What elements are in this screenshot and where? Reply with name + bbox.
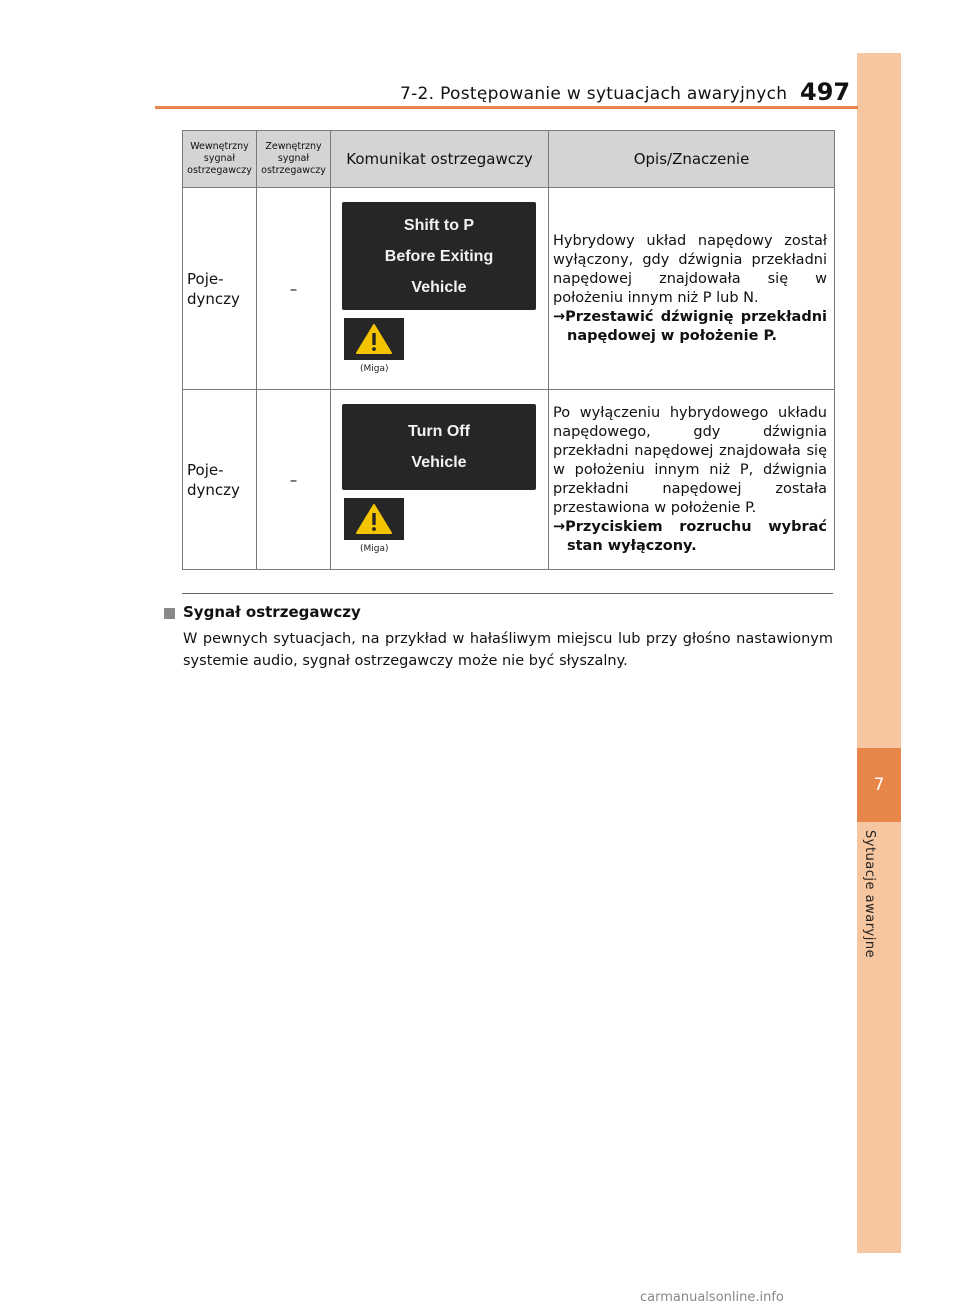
description-cell bbox=[549, 390, 835, 570]
header-external: Zewnętrzny sygnał ostrzegawczy bbox=[257, 131, 331, 188]
square-bullet-icon bbox=[164, 608, 175, 619]
flash-label: (Miga) bbox=[360, 544, 389, 554]
flash-label: (Miga) bbox=[360, 364, 389, 374]
table-row bbox=[183, 188, 835, 390]
header-message: Komunikat ostrzegawczy bbox=[331, 131, 549, 188]
chapter-label: Sytuacje awaryjne bbox=[862, 830, 877, 959]
warning-table bbox=[182, 130, 835, 570]
header-divider bbox=[155, 106, 858, 109]
header-description: Opis/Znaczenie bbox=[549, 131, 835, 188]
display-screen bbox=[342, 404, 536, 490]
description-cell bbox=[549, 188, 835, 390]
warning-triangle-icon bbox=[355, 323, 393, 355]
table-row bbox=[183, 390, 835, 570]
internal-signal: Poje- dynczy bbox=[183, 390, 257, 570]
external-signal: – bbox=[257, 390, 331, 570]
screen-line: Vehicle bbox=[411, 454, 467, 471]
description-text: Hybrydowy układ napędowy został wyłączony, gdy dźwignia przekładni napędowej znajdowała się w położeniu innym niż P lub N. bbox=[553, 232, 827, 306]
warning-message bbox=[331, 188, 549, 390]
note-title: Sygnał ostrzegawczy bbox=[183, 603, 361, 621]
section-title: 7-2. Postępowanie w sytuacjach awaryjnych bbox=[400, 84, 788, 104]
screen-line: Turn Off bbox=[408, 423, 470, 440]
header-internal: Wewnętrzny sygnał ostrzegawczy bbox=[183, 131, 257, 188]
warning-light bbox=[344, 498, 404, 540]
note-body: W pewnych sytuacjach, na przykład w hałaśliwym miejscu lub przy głośno nastawionym systemie audio, sygnał ostrzegawczy może nie być słyszalny. bbox=[183, 631, 833, 669]
display-screen bbox=[342, 202, 536, 310]
description-text: Po wyłączeniu hybrydowego układu napędowego, gdy dźwignia przekładni napędowej znajdowała się w położeniu innym niż P, dźwignia przekładni napędowej została przestawiona w położenie P. bbox=[553, 404, 827, 516]
action-text: →Przyciskiem rozruchu wybrać stan wyłączony. bbox=[553, 518, 827, 554]
watermark: carmanualsonline.info bbox=[640, 1290, 784, 1305]
warning-triangle-icon bbox=[355, 503, 393, 535]
page-number: 497 bbox=[800, 78, 851, 106]
chapter-number: 7 bbox=[857, 748, 901, 822]
action-text: →Przestawić dźwignię przekładni napędowej w położenie P. bbox=[553, 308, 827, 344]
table-header-row bbox=[183, 131, 835, 188]
screen-line: Before Exiting bbox=[384, 248, 494, 265]
external-signal: – bbox=[257, 188, 331, 390]
screen-line: Vehicle bbox=[411, 279, 467, 296]
side-tab bbox=[857, 53, 901, 1253]
warning-light bbox=[344, 318, 404, 360]
screen-line: Shift to P bbox=[403, 217, 475, 234]
internal-signal: Poje- dynczy bbox=[183, 188, 257, 390]
warning-message bbox=[331, 390, 549, 570]
section-divider bbox=[182, 593, 833, 594]
